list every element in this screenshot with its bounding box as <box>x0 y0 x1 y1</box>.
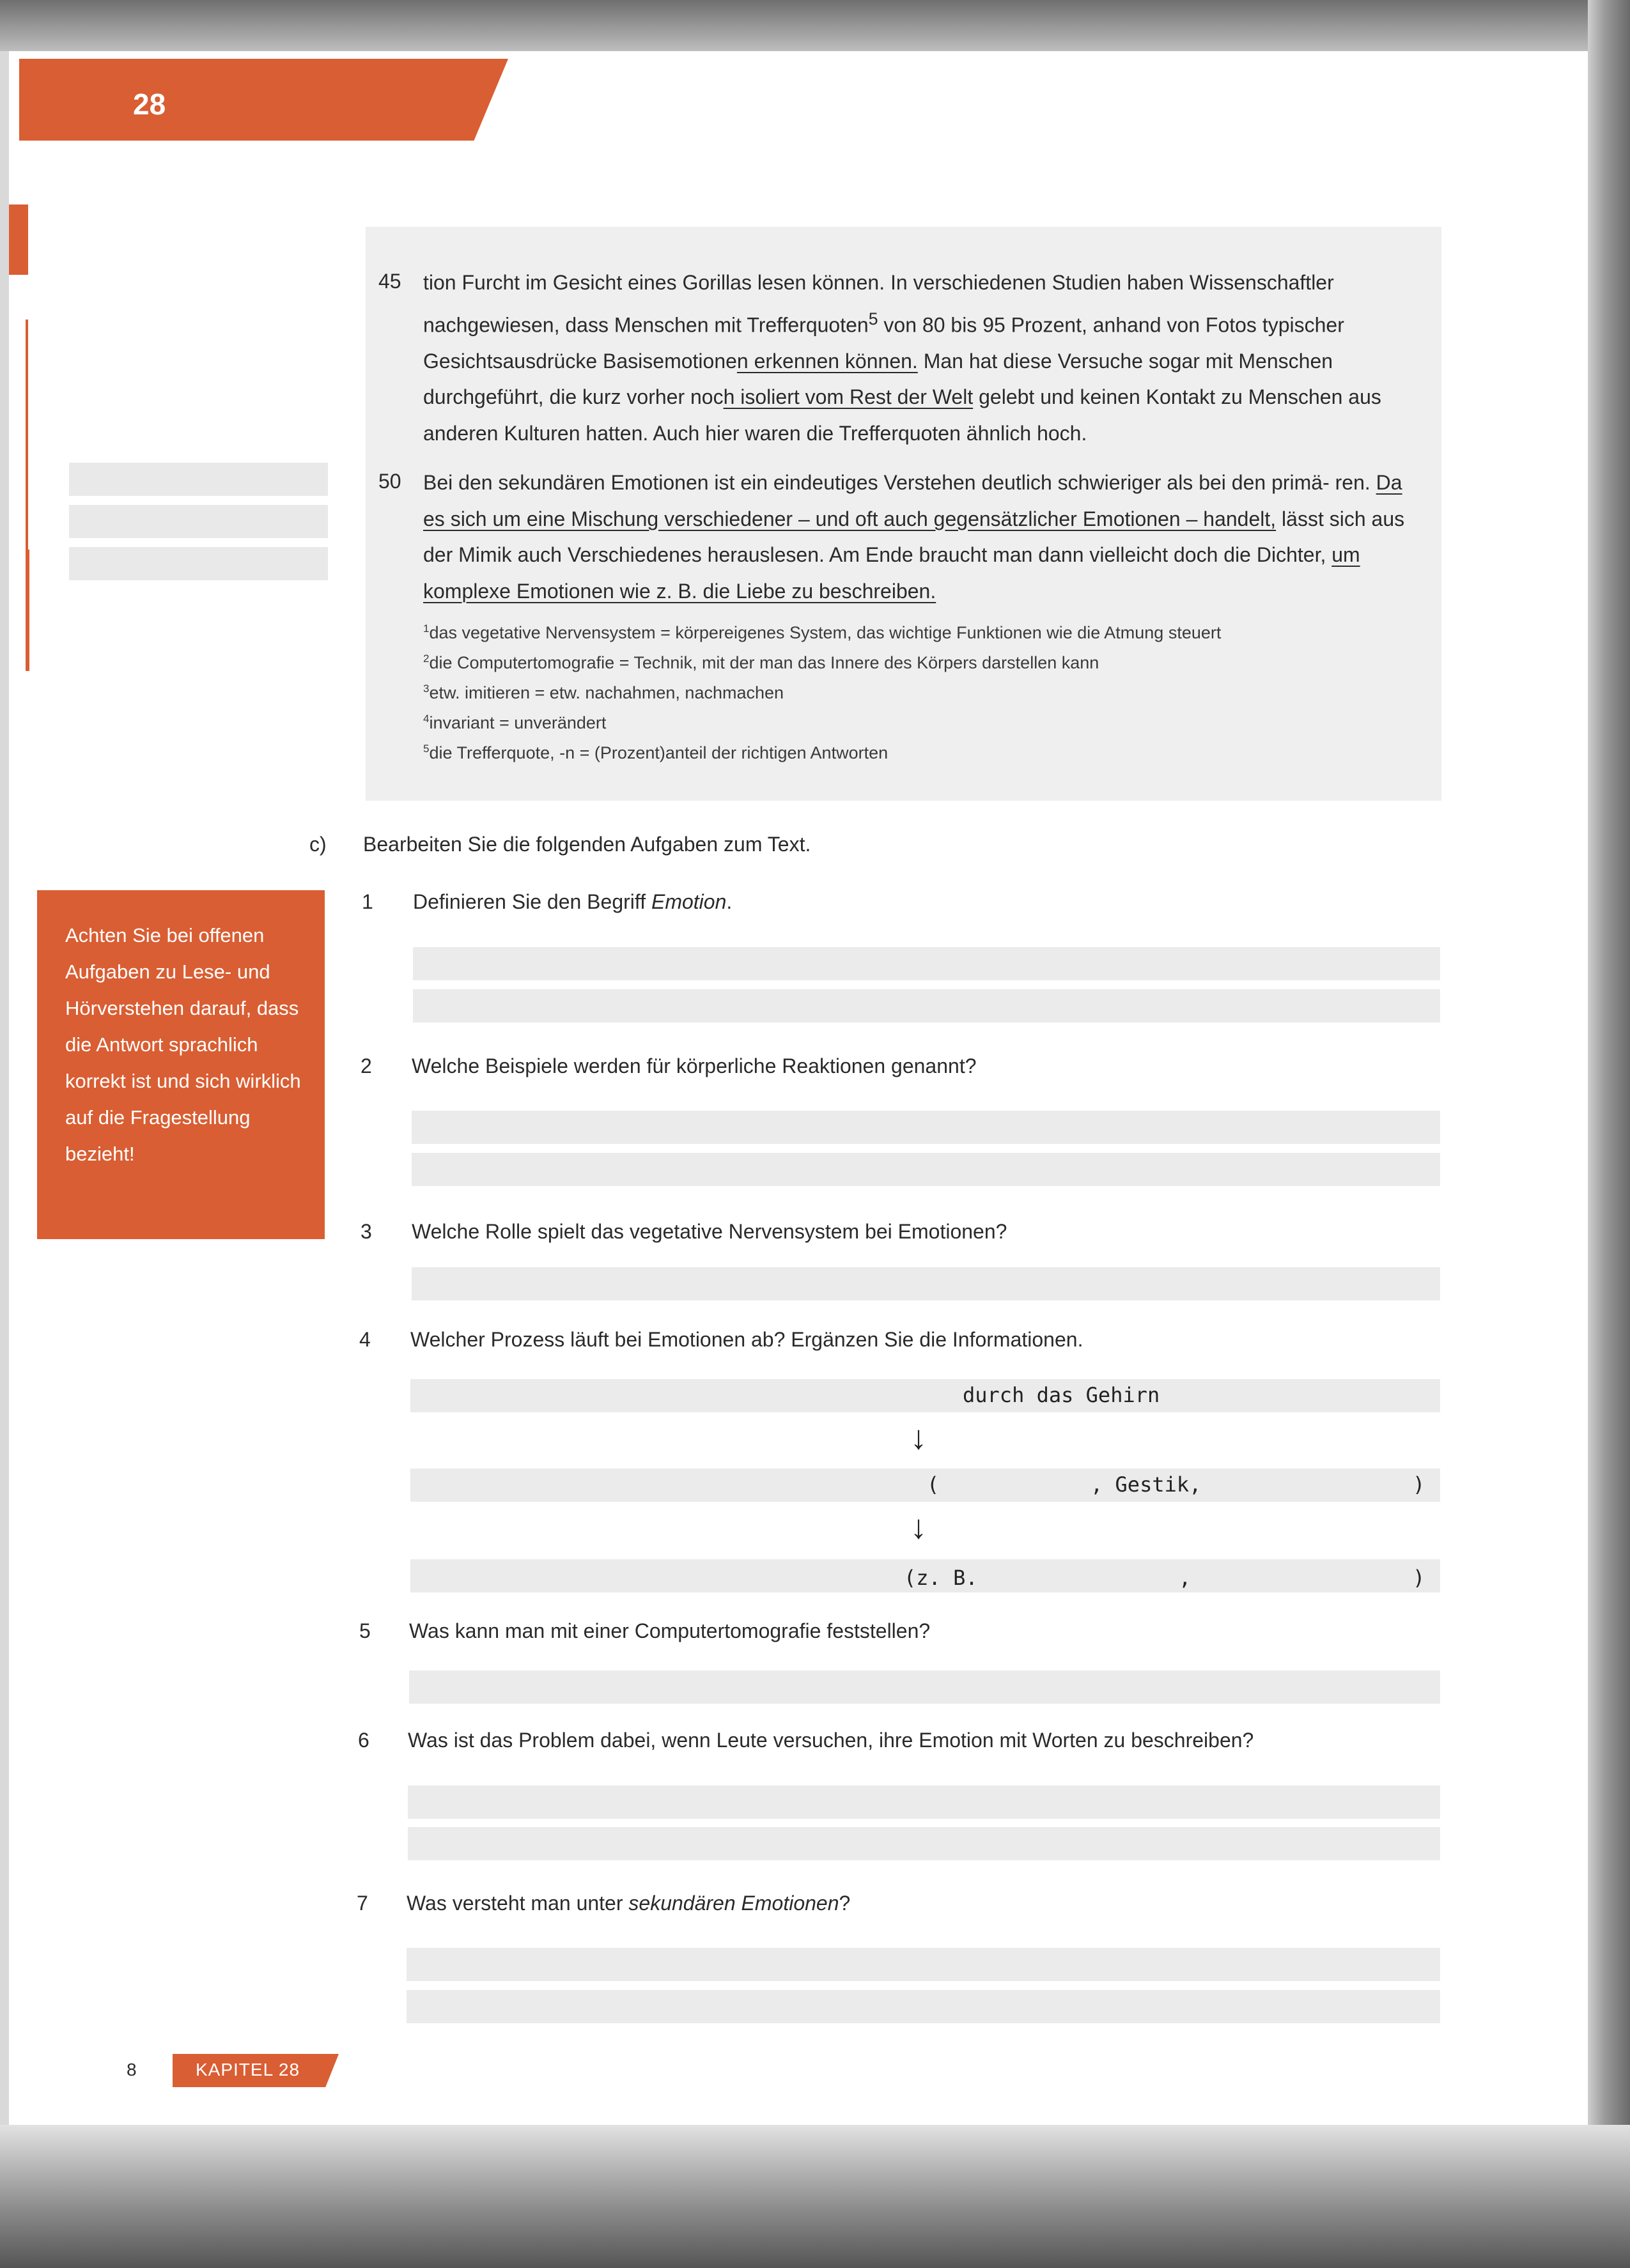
chapter-footer-label: KAPITEL 28 <box>196 2060 300 2079</box>
side-note-line[interactable] <box>69 463 328 496</box>
line-number-45: 45 <box>378 270 401 293</box>
down-arrow-icon: ↓ <box>910 1419 927 1456</box>
question-text: Welche Beispiele werden für körperliche Reaktionen genannt? <box>412 1054 977 1077</box>
footnote-number: 1 <box>423 622 430 635</box>
tip-text: Achten Sie bei offenen Aufgaben zu Lese- und Hörverstehen darauf, dass die Antwort sprachlich korrekt ist und sich wirklich auf die Fragestellung bezieht! <box>65 924 301 1165</box>
question-text: Welcher Prozess läuft bei Emotionen ab? Ergänzen Sie die Informationen. <box>410 1328 1083 1351</box>
underlined-text: h isoliert vom Rest der Welt <box>723 385 974 409</box>
text-segment: Man hat diese Versuche sogar mit Menschen durchgeführt, die kurz vorher noc <box>423 349 1333 409</box>
margin-line <box>26 550 29 671</box>
underlined-text: Da es sich um eine Mischung verschiedener – und oft auch gegensätzlicher Emotionen – handelt, <box>423 471 1402 530</box>
footnote <box>423 652 1099 673</box>
question-text: Was kann man mit einer Computertomografie feststellen? <box>409 1619 931 1642</box>
margin-marker <box>9 204 28 275</box>
answer-line[interactable] <box>408 1786 1440 1819</box>
answer-line[interactable] <box>410 1379 1440 1412</box>
question-term: Emotion <box>651 890 727 913</box>
question-number: 2 <box>361 1054 372 1077</box>
text-segment: lässt sich aus der Mimik auch Verschiedenes herauslesen. Am Ende braucht man dann vielleicht doch die Dichter, <box>423 507 1405 566</box>
answer-line[interactable] <box>413 947 1440 980</box>
answer-line[interactable] <box>413 989 1440 1022</box>
footnote-text: die Trefferquote, -n = (Prozent)anteil der richtigen Antworten <box>429 743 889 762</box>
answer-line[interactable] <box>410 1469 1440 1502</box>
process-comma: , <box>1179 1566 1191 1590</box>
exercise-label: c) <box>309 833 327 856</box>
process-paren-close: ) <box>1413 1472 1425 1497</box>
side-note-line[interactable] <box>69 505 328 538</box>
text-segment: von 80 bis 95 Prozent, anhand von Fotos typischer Gesichtsausdrücke Basisemotione <box>423 313 1344 373</box>
process-step-2: , Gestik, <box>1091 1472 1202 1497</box>
question-number: 3 <box>361 1220 372 1243</box>
footnote-text: etw. imitieren = etw. nachahmen, nachmachen <box>429 683 784 702</box>
question-number: 4 <box>359 1328 371 1351</box>
answer-line[interactable] <box>408 1827 1440 1860</box>
footnote-number: 3 <box>423 683 430 695</box>
footnote-text: invariant = unverändert <box>429 713 607 732</box>
chapter-number: 28 <box>133 88 166 121</box>
footnote-number: 4 <box>423 713 430 725</box>
footnote <box>423 683 784 703</box>
process-step-3: (z. B. <box>904 1566 978 1590</box>
side-note-line[interactable] <box>69 547 328 580</box>
footnote-text: die Computertomografie = Technik, mit der man das Innere des Körpers darstellen kann <box>429 653 1099 672</box>
answer-line[interactable] <box>409 1670 1440 1704</box>
reading-paragraph-2 <box>423 465 1414 609</box>
process-paren-close: ) <box>1413 1566 1425 1590</box>
exercise-title: Bearbeiten Sie die folgenden Aufgaben zum Text. <box>363 833 811 856</box>
question-text: Was ist das Problem dabei, wenn Leute versuchen, ihre Emotion mit Worten zu beschreiben? <box>408 1729 1254 1752</box>
footnote <box>423 622 1221 643</box>
down-arrow-icon: ↓ <box>910 1509 927 1546</box>
chapter-header-tab <box>19 59 508 141</box>
answer-line[interactable] <box>407 1990 1440 2023</box>
footnote <box>423 713 606 733</box>
footnote-text: das vegetative Nervensystem = körpereigenes System, das wichtige Funktionen wie die Atmung steuert <box>429 623 1222 642</box>
footnote-ref: 5 <box>868 309 878 328</box>
question-text-part: ? <box>839 1892 851 1915</box>
answer-line[interactable] <box>407 1948 1440 1981</box>
scan-shadow-right <box>1588 0 1630 2268</box>
text-segment: tion Furcht im Gesicht eines Gorillas lesen können. In verschiedenen Studien haben Wissenschaftler nachgewiesen, dass Menschen mit Trefferquoten <box>423 271 1334 337</box>
question-number: 5 <box>359 1619 371 1642</box>
question-text <box>413 890 732 914</box>
underlined-text: n erkennen können. <box>736 349 918 373</box>
answer-line[interactable] <box>412 1153 1440 1186</box>
answer-line[interactable] <box>412 1267 1440 1300</box>
scan-shadow-bottom <box>0 2125 1630 2268</box>
line-number-50: 50 <box>378 470 401 493</box>
question-text <box>407 1892 850 1915</box>
question-number: 7 <box>357 1892 368 1915</box>
text-segment: Bei den sekundären Emotionen ist ein eindeutiges Verstehen deutlich schwieriger als bei den primä- ren. <box>423 471 1376 494</box>
process-step-1: durch das Gehirn <box>963 1383 1160 1407</box>
question-text-part: . <box>726 890 733 913</box>
question-text-part: Was versteht man unter <box>407 1892 629 1915</box>
margin-line <box>26 320 28 550</box>
underlined-text: um komplexe Emotionen wie z. B. die Liebe zu beschreiben. <box>423 543 1360 603</box>
footnote-number: 5 <box>423 743 430 755</box>
question-text-part: Definieren Sie den Begriff <box>413 890 651 913</box>
question-text: Welche Rolle spielt das vegetative Nervensystem bei Emotionen? <box>412 1220 1007 1243</box>
tip-box <box>37 890 325 1239</box>
footnote <box>423 743 888 763</box>
footnote-number: 2 <box>423 652 430 665</box>
question-number: 1 <box>362 890 373 913</box>
scan-shadow-top <box>0 0 1630 51</box>
question-number: 6 <box>358 1729 369 1752</box>
text-segment: gelebt und keinen Kontakt zu Menschen aus anderen Kulturen hatten. Auch hier waren die Trefferquoten ähnlich hoch. <box>423 385 1381 445</box>
question-term: sekundären Emotionen <box>628 1892 839 1915</box>
answer-line[interactable] <box>412 1111 1440 1144</box>
page-number: 8 <box>127 2060 137 2079</box>
reading-paragraph-1 <box>423 265 1414 451</box>
process-paren-open: ( <box>927 1472 940 1497</box>
